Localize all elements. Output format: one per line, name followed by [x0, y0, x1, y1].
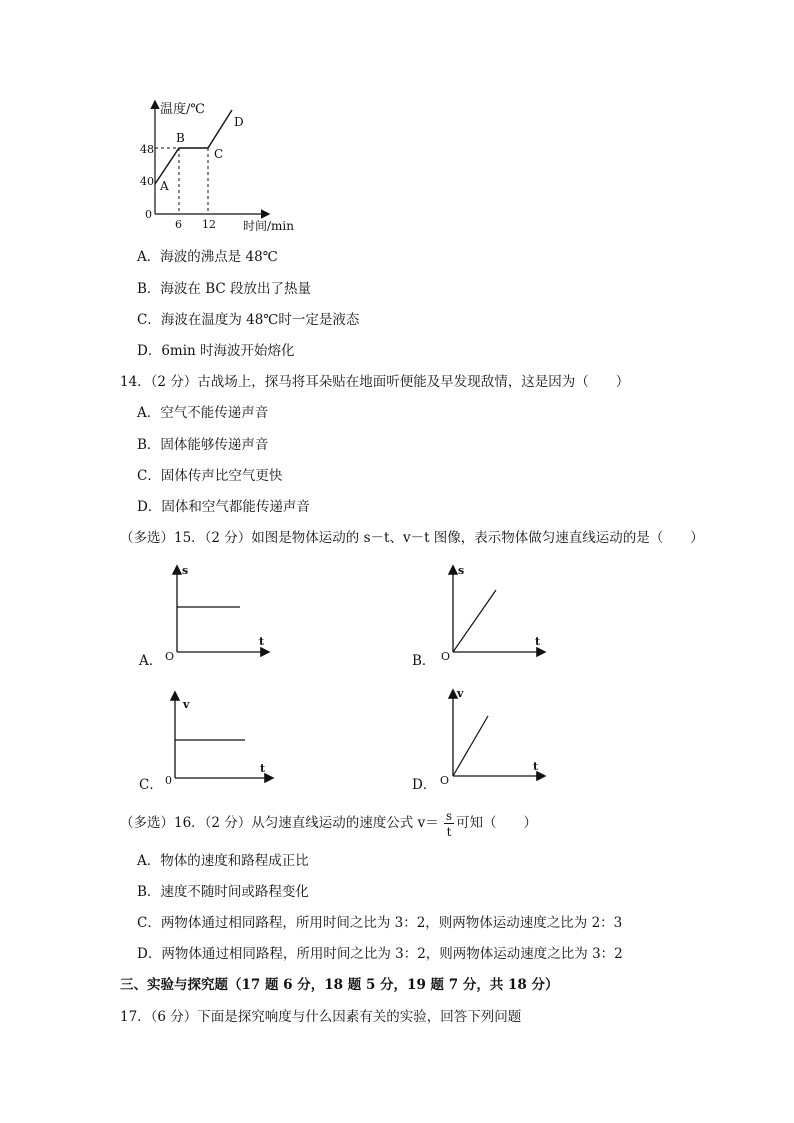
- origin-label: O: [165, 650, 175, 663]
- tick-12: 12: [202, 218, 216, 231]
- q15-graph-d: [436, 686, 556, 790]
- q15-graph-b: [436, 562, 556, 666]
- q15-graph-a: [160, 562, 280, 666]
- y-axis-label: s: [182, 564, 189, 577]
- q16-option-d: D．两物体通过相同路程，所用时间之比为 3：2，则两物体运动速度之比为 3：2: [137, 946, 623, 962]
- q17-stem: 17．（6 分）下面是探究响度与什么因素有关的实验，回答下列问题: [120, 1009, 522, 1025]
- origin-label: O: [440, 774, 450, 787]
- q16-frac-line: [444, 823, 454, 824]
- q14-option-a: A．空气不能传递声音: [137, 405, 269, 421]
- origin-label: 0: [145, 208, 152, 221]
- q15-letter-b: B．: [412, 653, 436, 669]
- graph-ylabel: 温度/℃: [160, 102, 205, 117]
- graph-line: [453, 590, 496, 652]
- q16-option-a: A．物体的速度和路程成正比: [137, 853, 309, 869]
- point-A: A: [160, 179, 169, 193]
- x-axis-label: t: [535, 635, 541, 648]
- origin-label: 0: [165, 774, 172, 787]
- q16-frac-denominator: t: [446, 825, 452, 839]
- x-axis-label: t: [533, 760, 539, 773]
- tick-6: 6: [175, 218, 182, 231]
- q15-letter-c: C．: [139, 777, 163, 793]
- graph-xlabel: 时间/min: [243, 219, 294, 233]
- tick-40: 40: [140, 175, 154, 188]
- y-axis-label: s: [458, 564, 465, 577]
- melting-graph: [140, 96, 310, 236]
- q13-option-b: B．海波在 BC 段放出了热量: [137, 281, 312, 297]
- q16-frac-numerator: s: [445, 809, 453, 823]
- q14-stem: 14．（2 分）古战场上，探马将耳朵贴在地面听便能及早发现敌情，这是因为（ ）: [120, 374, 630, 390]
- q15-letter-d: D．: [412, 777, 437, 793]
- section3-heading: 三、实验与探究题（17 题 6 分，18 题 5 分，19 题 7 分，共 18 分）: [120, 977, 559, 993]
- graph-line: [453, 716, 488, 776]
- x-axis-label: t: [260, 762, 266, 775]
- y-axis-label: v: [457, 687, 464, 700]
- q16-stem-before: （多选）16．（2 分）从匀速直线运动的速度公式 v＝: [120, 815, 439, 831]
- q14-option-b: B．固体能够传递声音: [137, 437, 269, 453]
- q14-option-c: C．固体传声比空气更快: [137, 468, 283, 484]
- q15-graph-c: [160, 688, 280, 792]
- y-axis-label: v: [183, 698, 190, 711]
- origin-label: O: [441, 650, 451, 663]
- q15-letter-a: A．: [139, 653, 163, 669]
- point-C: C: [214, 147, 224, 161]
- q13-option-c: C．海波在温度为 48℃时一定是液态: [137, 312, 360, 328]
- q16-option-c: C．两物体通过相同路程，所用时间之比为 3：2，则两物体运动速度之比为 2：3: [137, 915, 623, 931]
- x-axis-label: t: [259, 635, 265, 648]
- tick-48: 48: [140, 143, 154, 156]
- q13-option-a: A．海波的沸点是 48℃: [137, 249, 278, 265]
- q16-option-b: B．速度不随时间或路程变化: [137, 884, 309, 900]
- point-D: D: [234, 115, 244, 129]
- point-B: B: [176, 131, 185, 145]
- q16-stem-after: 可知（ ）: [456, 815, 537, 831]
- q13-option-d: D．6min 时海波开始熔化: [137, 343, 295, 359]
- q14-option-d: D．固体和空气都能传递声音: [137, 499, 310, 515]
- q15-stem: （多选）15．（2 分）如图是物体运动的 s－t、v－t 图像，表示物体做匀速直线运动的是（ ）: [120, 530, 704, 546]
